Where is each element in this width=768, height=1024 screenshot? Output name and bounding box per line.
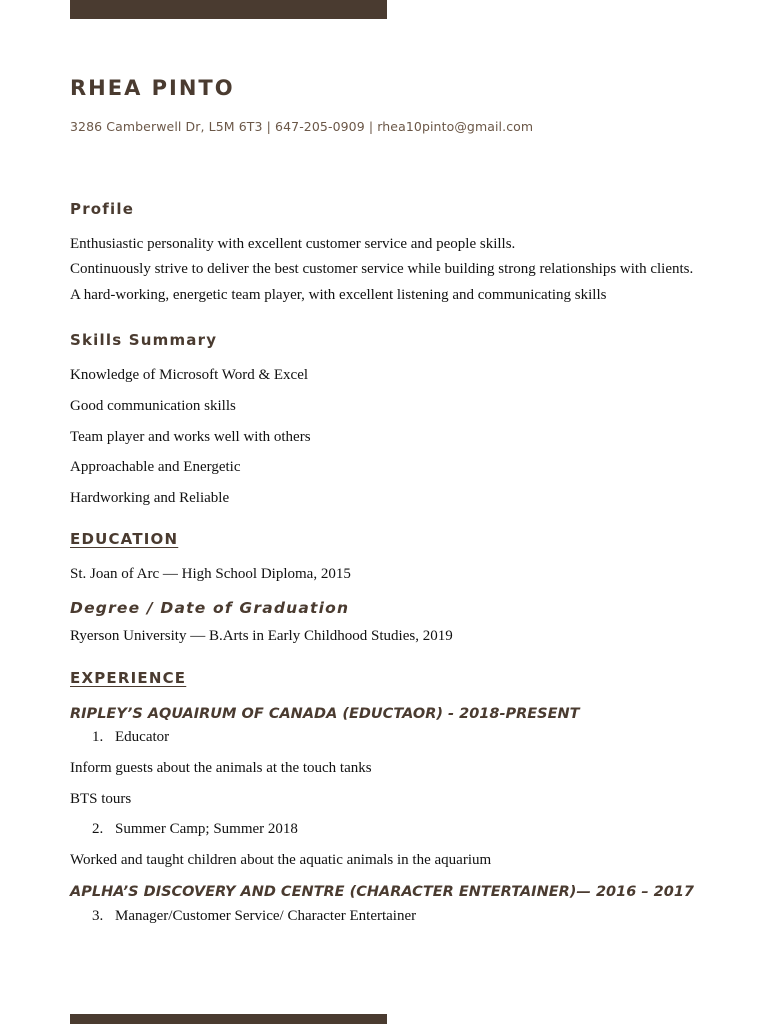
item-text: Summer Camp; Summer 2018: [115, 821, 298, 837]
contact-info: 3286 Camberwell Dr, L5M 6T3 | 647-205-0909 | rhea10pinto@gmail.com: [70, 119, 534, 134]
job-title: APLHA’S DISCOVERY AND CENTRE (CHARACTER ENTERTAINER)— 2016 – 2017: [70, 884, 695, 900]
item-number: 2.: [92, 821, 104, 837]
skill-item: Hardworking and Reliable: [70, 490, 230, 506]
item-text: Educator: [115, 729, 170, 745]
education-entry: St. Joan of Arc — High School Diploma, 2015: [70, 566, 351, 582]
item-number: 3.: [92, 908, 104, 924]
education-entry: Ryerson University — B.Arts in Early Childhood Studies, 2019: [70, 628, 453, 644]
job-detail: BTS tours: [70, 791, 132, 807]
item-number: 1.: [92, 729, 104, 745]
numbered-item: [92, 908, 416, 925]
job-detail: Inform guests about the animals at the touch tanks: [70, 760, 372, 776]
skill-item: Approachable and Energetic: [70, 459, 241, 475]
job-title: RIPLEY’S AQUAIRUM OF CANADA (EDUCTAOR) - 2018-PRESENT: [70, 706, 580, 722]
numbered-item: [92, 729, 169, 746]
item-text: Manager/Customer Service/ Character Entertainer: [115, 908, 417, 924]
profile-heading: Profile: [70, 200, 135, 218]
job-detail: Worked and taught children about the aquatic animals in the aquarium: [70, 852, 492, 868]
skill-item: Good communication skills: [70, 398, 236, 414]
skill-item: Knowledge of Microsoft Word & Excel: [70, 367, 309, 383]
top-accent-bar: [70, 0, 387, 19]
numbered-item: [92, 821, 298, 838]
skills-heading: Skills Summary: [70, 331, 218, 349]
profile-line: Continuously strive to deliver the best customer service while building strong relationships with clients.: [70, 261, 694, 277]
experience-heading: EXPERIENCE: [70, 669, 187, 687]
profile-line: A hard-working, energetic team player, with excellent listening and communicating skills: [70, 287, 607, 303]
education-subheading: Degree / Date of Graduation: [70, 599, 350, 617]
profile-line: Enthusiastic personality with excellent customer service and people skills.: [70, 236, 516, 252]
education-heading: EDUCATION: [70, 530, 179, 548]
bottom-accent-bar: [70, 1014, 387, 1024]
resume-name: RHEA PINTO: [70, 76, 235, 100]
skill-item: Team player and works well with others: [70, 429, 311, 445]
